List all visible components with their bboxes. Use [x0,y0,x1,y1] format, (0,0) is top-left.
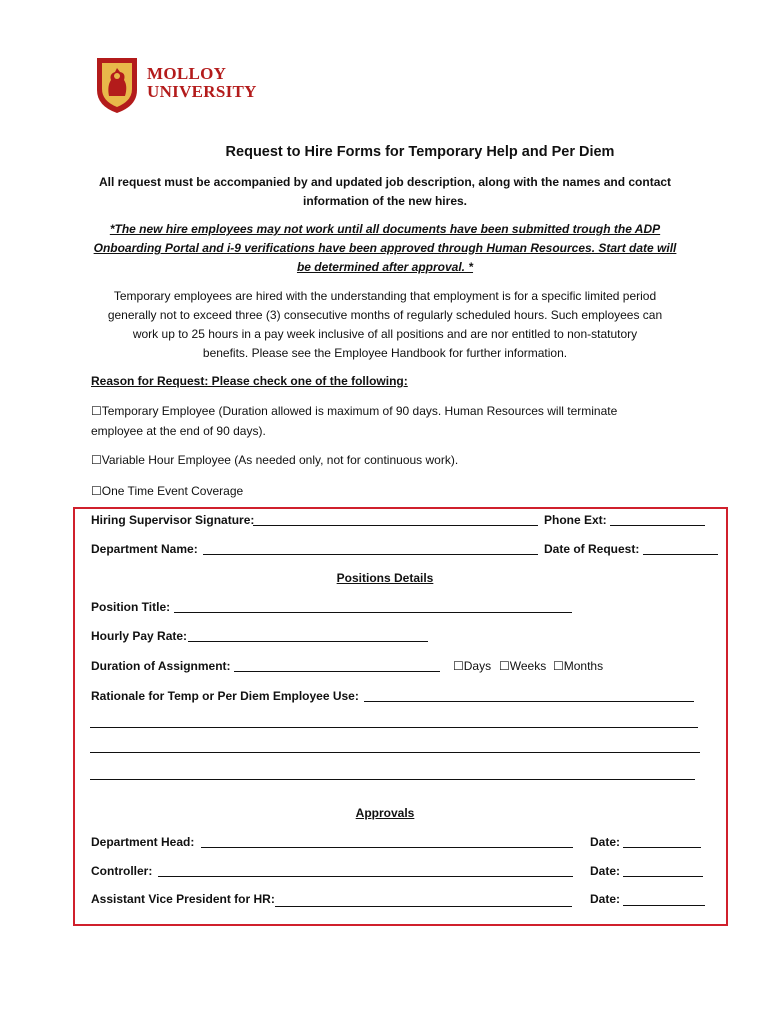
notice-line: be determined after approval. * [296,260,474,274]
department-head-date-field[interactable] [623,847,701,848]
department-label: Department Name: [91,542,198,556]
rationale-field[interactable] [364,701,694,702]
avp-hr-label: Assistant Vice President for HR: [91,892,275,906]
controller-label: Controller: [91,864,153,878]
policy-line: generally not to exceed three (3) consecutive months of regularly scheduled hours. Such employees can [107,308,663,322]
policy-line: benefits. Please see the Employee Handbook for further information. [202,346,568,360]
notice-paragraph [65,220,705,277]
controller-field[interactable] [158,876,573,877]
supervisor-label: Hiring Supervisor Signature: [91,513,255,527]
positions-heading: Positions Details [336,571,434,585]
phone-ext-field[interactable] [610,525,705,526]
date-label: Date: [590,892,621,906]
rationale-line[interactable] [90,752,700,753]
hourly-pay-label: Hourly Pay Rate: [91,629,188,643]
option-temporary[interactable] [91,402,711,441]
controller-date-field[interactable] [623,876,703,877]
form-frame [73,507,728,926]
date-of-request-label: Date of Request: [544,542,640,556]
date-label: Date: [590,864,621,878]
intro-paragraph [65,173,705,211]
policy-line: Temporary employees are hired with the understanding that employment is for a specific limited period [113,289,657,303]
option-one-time[interactable]: ☐One Time Event Coverage [91,484,244,498]
reason-heading: Reason for Request: Please check one of the following: [91,374,408,388]
notice-line: Onboarding Portal and i-9 verifications have been approved through Human Resources. Start date will [93,241,677,255]
department-head-label: Department Head: [91,835,195,849]
page-title: Request to Hire Forms for Temporary Help and Per Diem [225,144,615,160]
duration-label: Duration of Assignment: [91,659,231,673]
hourly-pay-field[interactable] [188,641,428,642]
months-checkbox[interactable]: ☐Months [553,659,604,673]
avp-hr-date-field[interactable] [623,905,705,906]
duration-field[interactable] [234,671,440,672]
option-variable[interactable]: ☐Variable Hour Employee (As needed only, not for continuous work). [91,453,459,467]
crest-icon [95,56,139,114]
department-name-field[interactable] [203,554,538,555]
university-logo [95,56,275,116]
policy-line: work up to 25 hours in a pay week inclusive of all positions and are nor entitled to non-statutory [132,327,638,341]
notice-line: *The new hire employees may not work until all documents have been submitted trough the ADP [109,222,661,236]
rationale-line[interactable] [90,727,698,728]
supervisor-signature-field[interactable] [253,525,538,526]
avp-hr-field[interactable] [275,906,572,907]
intro-line: information of the new hires. [302,194,467,208]
approvals-heading: Approvals [355,806,415,820]
position-title-field[interactable] [174,612,572,613]
rationale-label: Rationale for Temp or Per Diem Employee Use: [91,689,359,703]
rationale-line[interactable] [90,779,695,780]
logo-line2: UNIVERSITY [147,82,257,101]
policy-paragraph [65,287,705,363]
date-of-request-field[interactable] [643,554,718,555]
intro-line: All request must be accompanied by and updated job description, along with the names and contact [98,175,672,189]
option-temporary-line1: ☐Temporary Employee (Duration allowed is maximum of 90 days. Human Resources will terminate [91,404,618,418]
days-checkbox[interactable]: ☐Days [453,659,492,673]
logo-line1: MOLLOY [147,64,227,83]
phone-label: Phone Ext: [544,513,607,527]
weeks-checkbox[interactable]: ☐Weeks [499,659,547,673]
option-temporary-line2: employee at the end of 90 days). [91,423,266,438]
position-title-label: Position Title: [91,600,171,614]
date-label: Date: [590,835,621,849]
department-head-field[interactable] [201,847,573,848]
